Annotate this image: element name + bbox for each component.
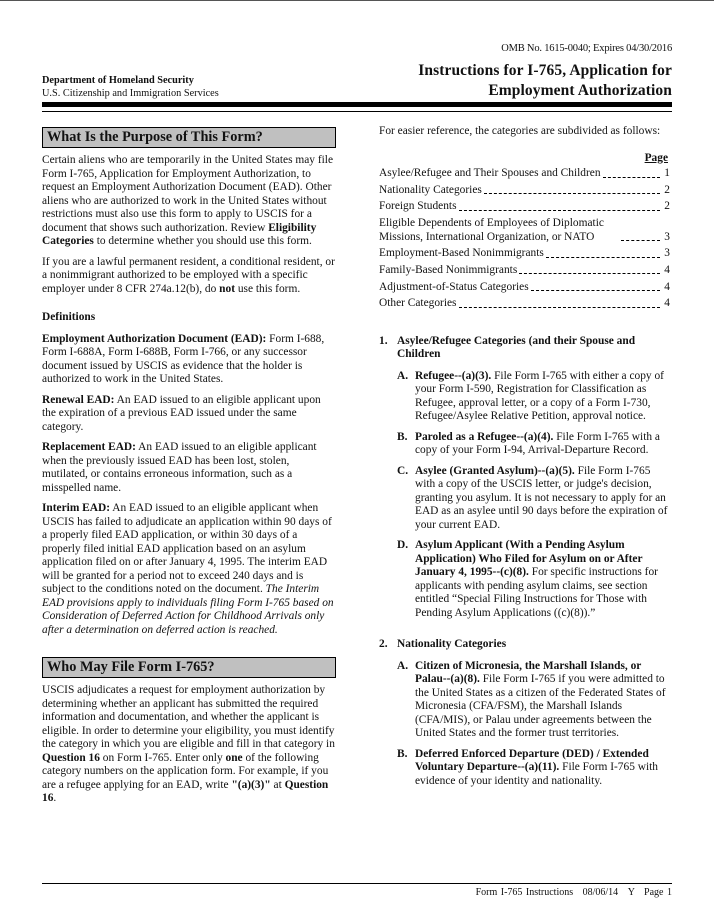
purpose-heading: What Is the Purpose of This Form?	[42, 127, 336, 148]
definition-ead: Employment Authorization Document (EAD): Form I-688, Form I-688A, Form I-688B, Form I-766, or any successor document issued by USCIS as evidence that the holder is authorized to work in the United States.	[42, 332, 325, 385]
footer-revision: Y	[627, 887, 635, 898]
section-2-heading: 2. Nationality Categories	[379, 638, 507, 651]
title-line-2: Employment Authorization	[488, 82, 672, 99]
footer-rule	[42, 883, 672, 884]
footer-date: 08/06/14	[582, 887, 619, 898]
right-column	[379, 125, 672, 795]
section-1-item-c: C. Asylee (Granted Asylum)--(a)(5). File Form I-765 with a copy of the USCIS letter, or judge's decision, granting you asylum. It is not necessary to apply for an EAD as an asylee until 90 days before the expiration of your current EAD.	[397, 464, 668, 531]
section-2-item-b: B. Deferred Enforced Departure (DED) / Extended Voluntary Departure--(a)(11). File Form I-765 with evidence of your identity and nationality.	[397, 747, 658, 787]
definition-replacement-ead: Replacement EAD: An EAD issued to an eligible applicant when the previously issued EAD has been lost, stolen, mutilated, or contains erroneous information, such as a misspelled name.	[42, 441, 317, 494]
section-2-item-a: A. Citizen of Micronesia, the Marshall Islands, or Palau--(a)(8). File Form I-765 if you were admitted to the United States as a citizen of the Federated States of Micronesia (CFA/FSM), the Marshall Islands (CFA/MIS), or Palau under agreements between the United States and the former trust territories.	[397, 659, 666, 740]
page-footer	[470, 887, 672, 898]
toc-item: Foreign Students 2	[379, 200, 670, 213]
footer-page-number: Page 1	[644, 887, 672, 898]
left-column	[42, 127, 336, 813]
definition-renewal-ead: Renewal EAD: An EAD issued to an eligible applicant upon the expiration of a previous EAD issued under the same category.	[42, 393, 321, 433]
section-1-item-b: B. Paroled as a Refugee--(a)(4). File Form I-765 with a copy of your Form I-94, Arrival-Departure Record.	[397, 430, 660, 457]
title-line-1: Instructions for I-765, Application for	[418, 62, 672, 79]
toc-item: Other Categories 4	[379, 297, 670, 310]
agency-department: Department of Homeland Security	[42, 75, 194, 86]
agency-block	[42, 74, 219, 100]
who-may-file-paragraph: USCIS adjudicates a request for employment authorization by determining whether an applicant has submitted the required information and documentation, and whether the applicant is eligible. In order to determine your eligibility, you must identify the category in which you are eligible and fill in that category in Question 16 on Form I-765. Enter only one of the following category numbers on the application form. For example, if you are a refugee applying for an EAD, write "(a)(3)" at Question 16.	[42, 684, 335, 804]
toc-list	[379, 167, 672, 311]
document-title	[418, 61, 672, 101]
section-1-item-a: A. Refugee--(a)(3). File Form I-765 with either a copy of your Form I-590, Registration for Classification as Refugee, approval letter, or a copy of a Form I-730, Refugee/Asylee Relative Petition, approval notice.	[397, 369, 664, 423]
definition-interim-ead: Interim EAD: An EAD issued to an eligible applicant when USCIS has failed to adjudicate an application within 90 days of a properly filed EAD application, or within 30 days of a properly filed initial EAD application based on an asylum application filed on or after January 4, 1995. The interim EAD will be granted for a period not to exceed 240 days and is subject to the conditions noted on the document. The Interim EAD provisions apply to individuals filing Form I-765 based on Consideration of Deferred Action for Childhood Arrivals only after a determination on deferred action is reached.	[42, 502, 334, 636]
toc-item: Adjustment-of-Status Categories 4	[379, 280, 670, 293]
purpose-paragraph-2: If you are a lawful permanent resident, a conditional resident, or a nonimmigrant authorized to be employed with a specific employer under 8 CFR 274a.12(b), do not use this form.	[42, 255, 335, 295]
section-1-item-d: D. Asylum Applicant (With a Pending Asylum Application) Who Filed for Asylum on or After January 4, 1995--(c)(8). For specific instructions for applicants with pending asylum claims, see section entitled “Special Filing Instructions for Those with Pending Asylum Applications ((c)(8)).”	[397, 539, 658, 619]
toc-page-header: Page	[644, 151, 668, 164]
purpose-paragraph-1: Certain aliens who are temporarily in the United States may file Form I-765, Application for Employment Authorization, to request an Employment Authorization Document (EAD). Other aliens who are authorized to work in the United States without restrictions must also use this form to apply to USCIS for a document that shows such authorization. Review Eligibility Categories to determine whether you should use this form.	[42, 154, 334, 247]
toc-item: Family-Based Nonimmigrants 4	[379, 263, 670, 276]
definitions-heading: Definitions	[42, 311, 96, 323]
header-rule-thick	[42, 102, 672, 107]
who-may-file-heading: Who May File Form I-765?	[42, 657, 336, 678]
section-1-heading: 1. Asylee/Refugee Categories (and their Spouse and Children	[379, 334, 636, 361]
toc-intro: For easier reference, the categories are subdivided as follows:	[379, 125, 661, 137]
toc-item: Nationality Categories 2	[379, 183, 670, 196]
toc-item: Eligible Dependents of Employees of Diplomatic Missions, International Organization, or NATO 3	[379, 217, 670, 243]
toc-item: Employment-Based Nonimmigrants 3	[379, 247, 670, 260]
footer-form-name: Form I-765 Instructions	[475, 887, 574, 898]
toc-item: Asylee/Refugee and Their Spouses and Children 1	[379, 167, 670, 179]
agency-service: U.S. Citizenship and Immigration Services	[42, 88, 219, 99]
omb-number: OMB No. 1615-0040; Expires 04/30/2016	[501, 43, 672, 54]
header-rule-thin	[42, 111, 672, 112]
